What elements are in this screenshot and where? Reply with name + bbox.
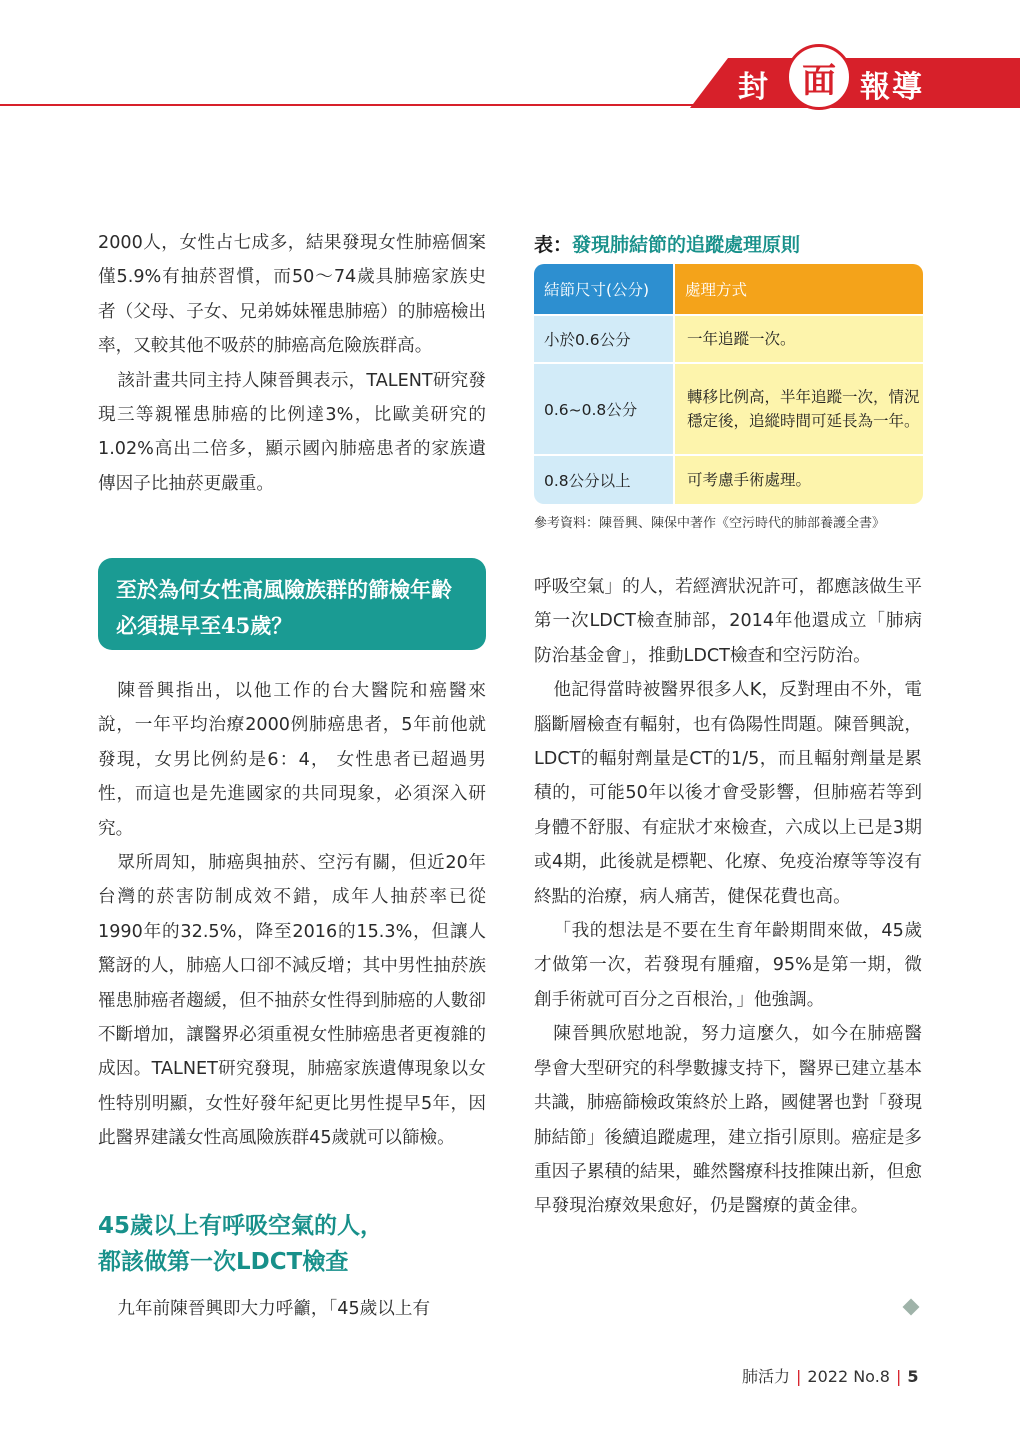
header-label-left: 封 bbox=[738, 70, 770, 105]
table-cell-action: 一年追蹤一次。 bbox=[675, 316, 923, 362]
table-cell-size: 0.6~0.8公分 bbox=[534, 364, 673, 454]
header-emblem bbox=[786, 44, 852, 110]
table-cell-size: 0.8公分以上 bbox=[534, 456, 673, 504]
paragraph: 陳晉興指出，以他工作的台大醫院和癌醫來說，一年平均治療2000例肺癌患者，5年前他就發現，女男比例約是6：4， 女性患者已超過男性，而這也是先進國家的共同現象，必須深入研究。 bbox=[98, 681, 486, 839]
header-label-middle: 面 bbox=[802, 60, 836, 101]
footer-magazine: 肺活力 bbox=[742, 1367, 791, 1386]
paragraph: 眾所周知，肺癌與抽菸、空污有關，但近20年台灣的菸害防制成效不錯，成年人抽菸率已從1990年的32.5%，降至2016的15.3%，但讓人驚訝的人，肺癌人口卻不減反增；其中男性抽菸族罹患肺癌者趨緩，但不抽菸女性得到肺癌的人數卻不斷增加，讓醫界必須重視女性肺癌患者更複雜的成因。TALNET研究發現，肺癌家族遺傳現象以女性特別明顯，女性好發年紀更比男性提早5年，因此醫界建議女性高風險族群45歲就可以篩檢。 bbox=[98, 853, 486, 1149]
left-column-bottom bbox=[98, 1292, 486, 1326]
section-subheading bbox=[98, 1208, 498, 1280]
table-header-action: 處理方式 bbox=[675, 264, 923, 314]
right-column bbox=[534, 570, 922, 1224]
nodule-table bbox=[534, 264, 923, 504]
left-column-middle bbox=[98, 674, 486, 1156]
paragraph: 該計畫共同主持人陳晉興表示，TALENT研究發現三等親罹患肺癌的比例達3%，比歐美研究的1.02%高出二倍多，顯示國內肺癌患者的家族遺傳因子比抽菸更嚴重。 bbox=[98, 370, 486, 494]
table-title-text: 發現肺結節的追蹤處理原則 bbox=[572, 234, 801, 256]
end-mark-icon bbox=[903, 1299, 920, 1316]
question-line: 必須提早至45歲？ bbox=[116, 613, 293, 638]
question-box bbox=[98, 558, 486, 650]
question-line: 至於為何女性高風險族群的篩檢年齡 bbox=[116, 577, 452, 602]
header-label-right: 報導 bbox=[860, 70, 924, 105]
footer-issue: 2022 No.8 bbox=[807, 1367, 890, 1386]
page-footer bbox=[742, 1364, 918, 1387]
header-rule bbox=[0, 104, 700, 106]
subheading-line: 45歲以上有呼吸空氣的人， bbox=[98, 1213, 384, 1239]
table-title-prefix: 表： bbox=[534, 234, 573, 256]
table-cell-size: 小於0.6公分 bbox=[534, 316, 673, 362]
table-cell-action: 轉移比例高，半年追蹤一次，情況穩定後，追縱時間可延長為一年。 bbox=[675, 364, 923, 454]
paragraph: 陳晉興欣慰地說，努力這麼久，如今在肺癌醫學會大型研究的科學數據支持下，醫界已建立基本共識，肺癌篩檢政策終於上路，國健署也對「發現肺結節」後續追蹤處理，建立指引原則。癌症是多重因子累積的結果，雖然醫療科技推陳出新，但愈早發現治療效果愈好，仍是醫療的黃金律。 bbox=[534, 1024, 922, 1217]
paragraph: 「我的想法是不要在生育年齡期間來做，45歲才做第一次，若發現有腫瘤，95%是第一期，微創手術就可百分之百根治，」他強調。 bbox=[534, 921, 922, 1010]
paragraph: 呼吸空氣」的人，若經濟狀況許可，都應該做生平第一次LDCT檢查肺部，2014年他還成立「肺病防治基金會」，推動LDCT檢查和空污防治。 bbox=[534, 577, 922, 666]
page-number: 5 bbox=[907, 1367, 919, 1386]
paragraph: 2000人，女性占七成多，結果發現女性肺癌個案僅5.9%有抽菸習慣，而50～74歲具肺癌家族史者（父母、子女、兄弟姊妹罹患肺癌）的肺癌檢出率，又較其他不吸菸的肺癌高危險族群高。 bbox=[98, 233, 486, 357]
subheading-line: 都該做第一次LDCT檢查 bbox=[98, 1249, 349, 1275]
paragraph: 九年前陳晉興即大力呼籲，「45歲以上有 bbox=[117, 1299, 431, 1319]
footer-separator: | bbox=[796, 1367, 802, 1386]
table-source: 參考資料：陳晉興、陳保中著作《空污時代的肺部養護全書》 bbox=[534, 516, 886, 531]
left-column-top bbox=[98, 226, 486, 501]
table-cell-action: 可考慮手術處理。 bbox=[675, 456, 923, 504]
paragraph: 他記得當時被醫界很多人K，反對理由不外，電腦斷層檢查有輻射，也有偽陽性問題。陳晉興說，LDCT的輻射劑量是CT的1/5，而且輻射劑量是累積的，可能50年以後才會受影響，但肺癌若等到身體不舒服、有症狀才來檢查，六成以上已是3期或4期，此後就是標靶、化療、免疫治療等等沒有終點的治療，病人痛苦，健保花費也高。 bbox=[534, 680, 922, 907]
table-title bbox=[534, 230, 800, 257]
footer-separator: | bbox=[895, 1367, 902, 1386]
table-header-size: 結節尺寸(公分) bbox=[534, 264, 673, 314]
